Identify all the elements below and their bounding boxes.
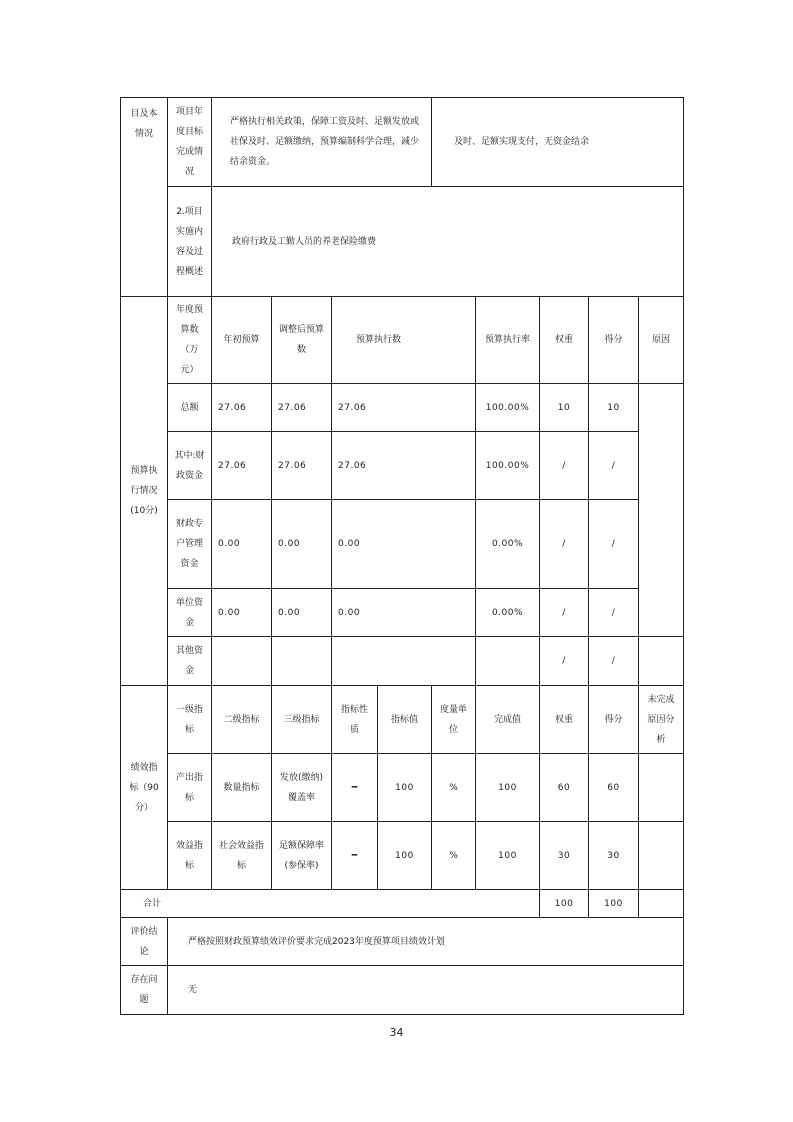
budget-row-initial: 0.00 xyxy=(212,589,272,637)
perf-row xyxy=(121,822,684,890)
perf-row xyxy=(121,754,684,822)
budget-row-executed: 27.06 xyxy=(332,384,476,432)
perf-row-value: 100 xyxy=(378,754,432,822)
perf-header-weight: 权重 xyxy=(540,686,589,754)
budget-header-label: 年度预算数（万元） xyxy=(168,297,212,384)
budget-header-row xyxy=(121,297,684,384)
budget-row-weight: / xyxy=(540,432,589,500)
performance-evaluation-table xyxy=(120,97,684,1015)
budget-row-score: / xyxy=(589,589,639,637)
budget-row-initial: 27.06 xyxy=(212,432,272,500)
perf-header-score: 得分 xyxy=(589,686,639,754)
budget-row-executed: 27.06 xyxy=(332,432,476,500)
budget-row-label: 财政专户管理资金 xyxy=(168,500,212,589)
page-number: 34 xyxy=(389,1026,404,1039)
perf-row-weight: 30 xyxy=(540,822,589,890)
budget-header-rate: 预算执行率 xyxy=(476,297,540,384)
budget-header-score: 得分 xyxy=(589,297,639,384)
perf-header-level3: 三级指标 xyxy=(272,686,332,754)
budget-row-label: 其中:财政资金 xyxy=(168,432,212,500)
perf-header-value: 指标值 xyxy=(378,686,432,754)
perf-header-actual: 完成值 xyxy=(476,686,540,754)
perf-row-actual: 100 xyxy=(476,754,540,822)
budget-row-initial: 27.06 xyxy=(212,384,272,432)
perf-row-reason xyxy=(639,822,684,890)
perf-row-level1: 效益指标 xyxy=(168,822,212,890)
budget-row-reason xyxy=(639,637,684,686)
perf-header-level1: 一级指标 xyxy=(168,686,212,754)
perf-header-unit: 度量单位 xyxy=(432,686,476,754)
budget-row-label: 单位资金 xyxy=(168,589,212,637)
goals-content-label: 2.项目实施内容及过程概述 xyxy=(168,187,212,297)
budget-row-label: 总额 xyxy=(168,384,212,432)
perf-row-level2: 社会效益指标 xyxy=(212,822,272,890)
conclusion-text: 严格按照财政预算绩效评价要求完成2023年度预算项目绩效计划 xyxy=(168,918,684,966)
budget-row-adjusted: 27.06 xyxy=(272,384,332,432)
conclusion-label: 评价结论 xyxy=(121,918,168,966)
budget-row-rate: 100.00% xyxy=(476,384,540,432)
goals-completion-text-b: 及时、足额实现支付，无资金结余 xyxy=(432,98,684,187)
budget-row-weight: / xyxy=(540,637,589,686)
goals-completion-row xyxy=(121,98,684,187)
perf-header-nature: 指标性质 xyxy=(332,686,378,754)
budget-row-executed: 0.00 xyxy=(332,589,476,637)
budget-row-score: 10 xyxy=(589,384,639,432)
perf-header-level2: 二级指标 xyxy=(212,686,272,754)
goals-section-label: 目及本情况 xyxy=(121,98,168,297)
budget-row-score: / xyxy=(589,500,639,589)
budget-header-initial: 年初预算 xyxy=(212,297,272,384)
total-reason xyxy=(639,890,684,918)
perf-row-level1: 产出指标 xyxy=(168,754,212,822)
budget-row-rate: 0.00% xyxy=(476,500,540,589)
perf-row-unit: % xyxy=(432,822,476,890)
total-weight: 100 xyxy=(540,890,589,918)
budget-header-weight: 权重 xyxy=(540,297,589,384)
perf-row-unit: % xyxy=(432,754,476,822)
total-label: 合计 xyxy=(121,890,540,918)
goals-completion-label: 项目年度目标完成情况 xyxy=(168,98,212,187)
perf-row-reason xyxy=(639,754,684,822)
budget-header-executed: 预算执行数 xyxy=(332,297,476,384)
goals-content-text: 政府行政及工勤人员的养老保险缴费 xyxy=(212,187,684,297)
budget-row-adjusted: 0.00 xyxy=(272,500,332,589)
perf-row-weight: 60 xyxy=(540,754,589,822)
budget-row xyxy=(121,500,684,589)
problems-label: 存在问题 xyxy=(121,966,168,1015)
problems-text: 无 xyxy=(168,966,684,1015)
perf-row-level3: 足额保障率(参保率) xyxy=(272,822,332,890)
budget-row-executed xyxy=(332,637,476,686)
perf-row-score: 30 xyxy=(589,822,639,890)
perf-row-score: 60 xyxy=(589,754,639,822)
budget-row-executed: 0.00 xyxy=(332,500,476,589)
goals-completion-text-a: 严格执行相关政策，保障工资及时、足额发放或社保及时、足额缴纳，预算编制科学合理，减少结余资金。 xyxy=(212,98,432,187)
budget-row xyxy=(121,384,684,432)
budget-row-weight: / xyxy=(540,500,589,589)
budget-row-score: / xyxy=(589,637,639,686)
budget-row xyxy=(121,432,684,500)
perf-row-level3: 发放(缴纳)覆盖率 xyxy=(272,754,332,822)
budget-row-initial: 0.00 xyxy=(212,500,272,589)
perf-row-actual: 100 xyxy=(476,822,540,890)
budget-row-rate xyxy=(476,637,540,686)
total-row xyxy=(121,890,684,918)
budget-row-adjusted: 0.00 xyxy=(272,589,332,637)
perf-row-nature: ━ xyxy=(332,822,378,890)
budget-row-weight: / xyxy=(540,589,589,637)
budget-header-adjusted: 调整后预算数 xyxy=(272,297,332,384)
perf-header-row xyxy=(121,686,684,754)
perf-header-reason: 未完成原因分析 xyxy=(639,686,684,754)
perf-row-nature: ━ xyxy=(332,754,378,822)
budget-row-rate: 0.00% xyxy=(476,589,540,637)
budget-row xyxy=(121,589,684,637)
budget-reason-cell xyxy=(639,384,684,637)
budget-row xyxy=(121,637,684,686)
budget-header-reason: 原因 xyxy=(639,297,684,384)
budget-row-adjusted: 27.06 xyxy=(272,432,332,500)
budget-row-weight: 10 xyxy=(540,384,589,432)
perf-section-label: 绩效指标（90分） xyxy=(121,686,168,890)
conclusion-row xyxy=(121,918,684,966)
perf-row-level2: 数量指标 xyxy=(212,754,272,822)
budget-section-label: 预算执行情况(10分) xyxy=(121,297,168,686)
problems-row xyxy=(121,966,684,1015)
budget-row-rate: 100.00% xyxy=(476,432,540,500)
budget-row-initial xyxy=(212,637,272,686)
budget-row-label: 其他资金 xyxy=(168,637,212,686)
budget-row-score: / xyxy=(589,432,639,500)
goals-content-row xyxy=(121,187,684,297)
total-score: 100 xyxy=(589,890,639,918)
perf-row-value: 100 xyxy=(378,822,432,890)
budget-row-adjusted xyxy=(272,637,332,686)
